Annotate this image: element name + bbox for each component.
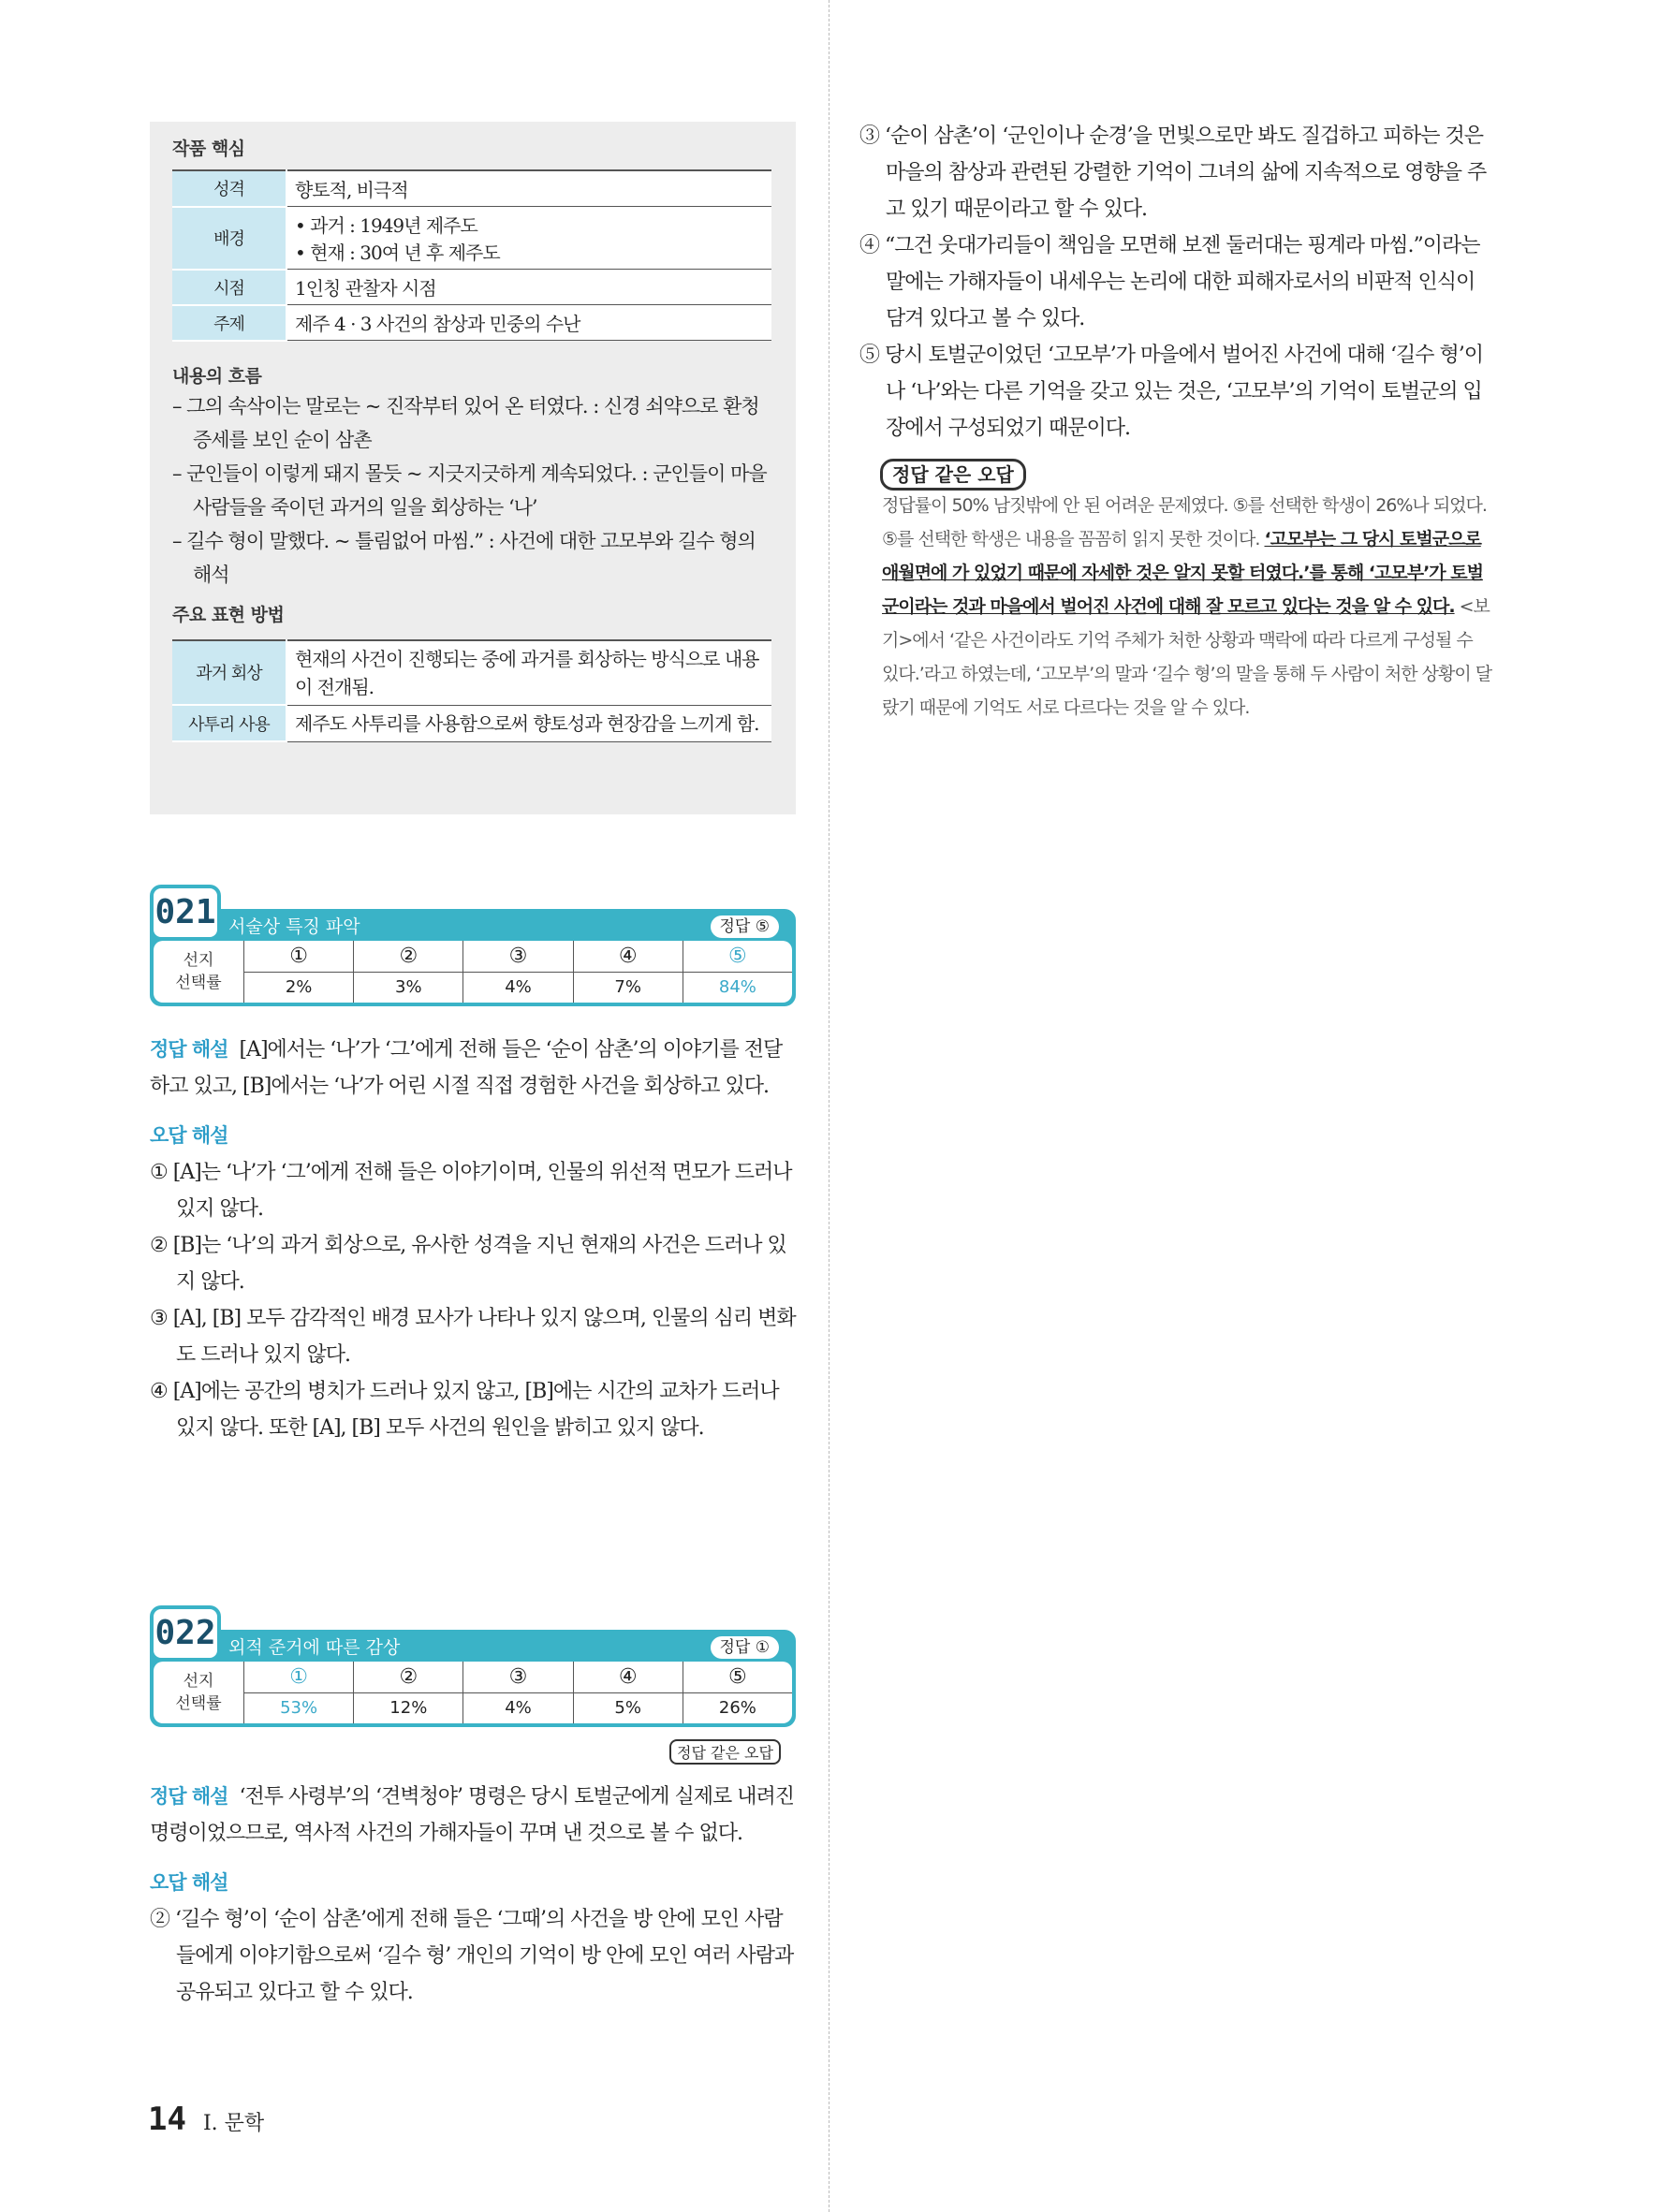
correct-label: 정답 해설	[150, 1038, 228, 1061]
wrong-item: ② [B]는 ‘나’의 과거 회상으로, 유사한 성격을 지닌 현재의 사건은 드러나 있지 않다.	[150, 1234, 786, 1294]
question-022-box	[150, 1605, 796, 1727]
choice-col	[462, 941, 572, 1003]
row-key: 성격	[172, 170, 286, 207]
rate: 84%	[718, 977, 756, 998]
setting-present: • 현재 : 30여 년 후 제주도	[295, 242, 500, 264]
choice-col	[683, 941, 792, 1003]
page-number: 14	[148, 2101, 186, 2138]
flow-title: 내용의 흐름	[172, 365, 262, 387]
choice-col	[353, 1662, 462, 1723]
choice: ④	[574, 1662, 683, 1693]
wrong-item: ⑤ 당시 토벌군이었던 ‘고모부’가 마을에서 벌어진 사건에 대해 ‘길수 형’이나 ‘나’와는 다른 기억을 갖고 있는 것은, ‘고모부’의 기억이 토벌군의 입장에서 구성되었기 때문이다.	[859, 344, 1483, 440]
row-key: 시점	[172, 270, 286, 305]
rate: 2%	[285, 977, 313, 998]
choice-col	[243, 941, 353, 1003]
rate: 3%	[395, 977, 422, 998]
wrong-label: 오답 해설	[150, 1871, 228, 1894]
expr-title: 주요 표현 방법	[172, 604, 285, 625]
rate: 4%	[505, 1698, 532, 1719]
column-divider	[829, 0, 830, 2212]
rate: 5%	[614, 1698, 641, 1719]
choice-col	[462, 1662, 572, 1723]
question-title: 서술상 특징 파악	[228, 916, 360, 937]
table-row	[172, 640, 771, 706]
section-title: Ⅰ. 문학	[202, 2112, 265, 2135]
choice-col	[573, 1662, 683, 1723]
correct-label: 정답 해설	[150, 1785, 228, 1808]
rate: 12%	[389, 1698, 428, 1719]
rate: 7%	[614, 977, 641, 998]
table-row	[172, 305, 771, 341]
flow-item: – 군인들이 이렇게 돼지 몰듯 ~ 지긋지긋하게 계속되었다. : 군인들이 마을 사람들을 죽이던 과거의 일을 회상하는 ‘나’	[172, 461, 767, 519]
row-label	[154, 1662, 243, 1723]
choice: ⑤	[683, 1662, 792, 1693]
rate: 4%	[505, 977, 532, 998]
row-key: 주제	[172, 305, 286, 341]
flow-item: – 그의 속삭이는 말로는 ~ 진작부터 있어 온 터였다. : 신경 쇠약으로 환청 증세를 보인 순이 삼촌	[172, 394, 759, 451]
choice-col	[243, 1662, 353, 1723]
correct-explanation	[150, 1779, 796, 1852]
row-key: 과거 회상	[172, 640, 286, 706]
table-row	[172, 705, 771, 741]
question-021-box	[150, 885, 796, 1006]
choice: ②	[354, 941, 462, 973]
row-value: 1인칭 관찰자 시점	[286, 270, 771, 305]
choice: ③	[463, 941, 572, 973]
note-text: 정답률이 50% 남짓밖에 안 된 어려운 문제였다. ⑤를 선택한 학생이 26%나 되었다. ⑤를 선택한 학생은 내용을 꼼꼼히 읽지 못한 것이다.	[882, 495, 1487, 549]
choice: ②	[354, 1662, 462, 1693]
flow-item: – 길수 형이 말했다. ~ 틀림없어 마씸.” : 사건에 대한 고모부와 길수 형의 해석	[172, 529, 756, 586]
note-text: <보기>에서 ‘같은 사건이라도 기억 주체가 처한 상황과 맥락에 따라 다르게 구성될 수 있다.’라고 하였는데, ‘고모부’의 말과 ‘길수 형’의 말을 통해 두 사람이 처한 상황이 달랐기 때문에 기억도 서로 다르다는 것을 알 수 있다.	[882, 596, 1492, 718]
question-title: 외적 준거에 따른 감상	[228, 1637, 401, 1658]
choice: ③	[463, 1662, 572, 1693]
q21-explanation	[150, 1032, 796, 1446]
page-footer	[148, 2101, 264, 2138]
wrong-item: ③ ‘순이 삼촌’이 ‘군인이나 순경’을 먼빛으로만 봐도 질겁하고 피하는 것은 마을의 참상과 관련된 강렬한 기억이 그녀의 삶에 지속적으로 영향을 주고 있기 때문이라고 할 수 있다.	[859, 125, 1487, 221]
core-table	[172, 169, 771, 342]
correct-text: [A]에서는 ‘나’가 ‘그’에게 전해 들은 ‘순이 삼촌’의 이야기를 전달하고 있고, [B]에서는 ‘나’가 어린 시절 직접 경험한 사건을 회상하고 있다.	[150, 1038, 783, 1098]
choice-rate-table	[154, 941, 792, 1003]
label-choice: 선지	[183, 951, 214, 970]
choice-col	[683, 1662, 792, 1723]
row-value: 제주도 사투리를 사용함으로써 향토성과 현장감을 느끼게 함.	[286, 705, 771, 741]
wrong-item: ④ [A]에는 공간의 병치가 드러나 있지 않고, [B]에는 시간의 교차가 드러나 있지 않다. 또한 [A], [B] 모두 사건의 원인을 밝히고 있지 않다.	[150, 1380, 779, 1440]
choice: ⑤	[683, 941, 792, 973]
correct-explanation	[150, 1032, 796, 1105]
wrong-item: ③ [A], [B] 모두 감각적인 배경 묘사가 나타나 있지 않으며, 인물의 심리 변화도 드러나 있지 않다.	[150, 1307, 796, 1367]
row-value: 제주 4 · 3 사건의 참상과 민중의 수난	[286, 305, 771, 341]
row-key: 배경	[172, 207, 286, 270]
note-underlined: ‘고모부는 그 당시 토벌군으로 애월면에 가 있었기 때문에 자세한 것은 알지 못할 터였다.’를 통해 ‘고모부’가 토벌군이라는 것과 마을에서 벌어진 사건에 대해 잘 모르고 있다는 것을 알 수 있다.	[882, 529, 1483, 617]
wrong-label: 오답 해설	[150, 1124, 228, 1147]
trap-answer-note	[882, 489, 1492, 725]
row-key: 사투리 사용	[172, 705, 286, 741]
right-wrong-items	[859, 118, 1496, 447]
choice-col	[353, 941, 462, 1003]
q22-explanation	[150, 1779, 796, 2011]
row-value: 현재의 사건이 진행되는 중에 과거를 회상하는 방식으로 내용이 전개됨.	[286, 640, 771, 706]
flow-list	[172, 389, 773, 592]
question-number: 021	[150, 885, 221, 941]
expr-table	[172, 639, 771, 743]
row-value: 향토적, 비극적	[286, 170, 771, 207]
table-row	[172, 207, 771, 270]
wrong-item: ④ “그건 웃대가리들이 책임을 모면해 보젠 둘러대는 핑계라 마씸.”이라는 말에는 가해자들이 내세우는 논리에 대한 피해자로서의 비판적 인식이 담겨 있다고 볼 수 있다.	[859, 234, 1480, 330]
trap-answer-pill-wrap	[880, 459, 1026, 491]
row-label	[154, 941, 243, 1003]
rate: 53%	[280, 1698, 318, 1719]
choice: ④	[574, 941, 683, 973]
row-value	[286, 207, 771, 270]
question-number: 022	[150, 1605, 221, 1662]
trap-answer-pill: 정답 같은 오답	[880, 459, 1026, 491]
trap-answer-tag: 정답 같은 오답	[669, 1739, 781, 1765]
core-title: 작품 핵심	[172, 139, 245, 159]
answer-badge: 정답 ⑤	[711, 916, 780, 938]
label-rate: 선택률	[175, 1694, 222, 1713]
table-row	[172, 170, 771, 207]
wrong-item: ② ‘길수 형’이 ‘순이 삼촌’에게 전해 들은 ‘그때’의 사건을 방 안에 모인 사람들에게 이야기함으로써 ‘길수 형’ 개인의 기억이 방 안에 모인 여러 사람과 공유되고 있다고 할 수 있다.	[150, 1908, 794, 2004]
wrong-item: ① [A]는 ‘나’가 ‘그’에게 전해 들은 이야기이며, 인물의 위선적 면모가 드러나 있지 않다.	[150, 1161, 792, 1221]
rate: 26%	[718, 1698, 756, 1719]
choice: ①	[244, 1662, 353, 1693]
label-choice: 선지	[183, 1672, 214, 1691]
setting-past: • 과거 : 1949년 제주도	[295, 214, 477, 237]
table-row	[172, 270, 771, 305]
choice-rate-table	[154, 1662, 792, 1723]
work-summary-panel	[150, 122, 796, 814]
correct-text: ‘전투 사령부’의 ‘견벽청야’ 명령은 당시 토벌군에게 실제로 내려진 명령이었으므로, 역사적 사건의 가해자들이 꾸며 낸 것으로 볼 수 없다.	[150, 1785, 794, 1845]
question-frame	[150, 1630, 796, 1727]
choice: ①	[244, 941, 353, 973]
label-rate: 선택률	[175, 974, 222, 992]
choice-col	[573, 941, 683, 1003]
answer-badge: 정답 ①	[711, 1636, 780, 1659]
question-frame	[150, 909, 796, 1006]
